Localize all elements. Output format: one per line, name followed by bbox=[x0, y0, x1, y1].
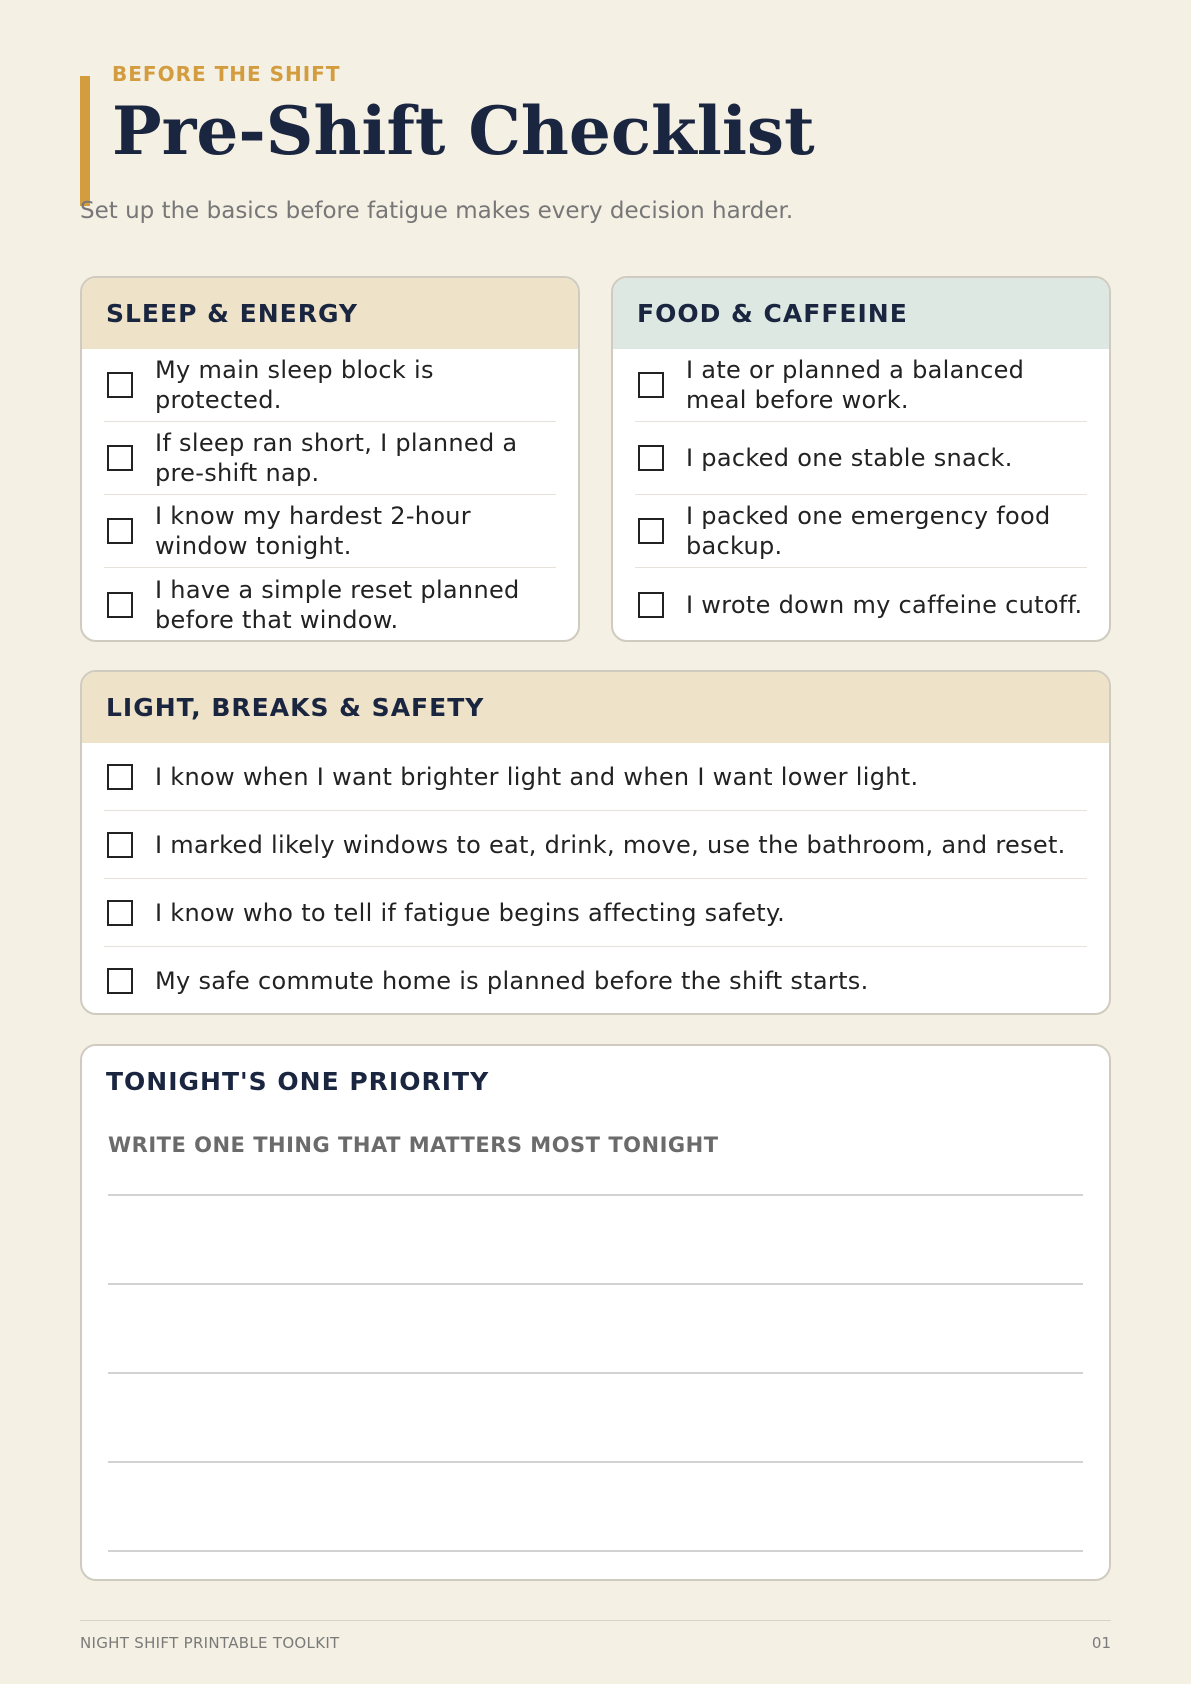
priority-header: TONIGHT'S ONE PRIORITY bbox=[82, 1046, 1109, 1117]
writing-line bbox=[108, 1283, 1083, 1372]
checkbox[interactable] bbox=[107, 832, 133, 858]
checklist-item-text: I wrote down my caffeine cutoff. bbox=[686, 590, 1083, 619]
checkbox[interactable] bbox=[107, 968, 133, 994]
checklist-item-text: I ate or planned a balanced meal before work. bbox=[686, 356, 1025, 414]
checkbox[interactable] bbox=[638, 372, 664, 398]
page-number: 01 bbox=[1091, 1634, 1111, 1652]
writing-line bbox=[108, 1550, 1083, 1552]
checklist-item bbox=[104, 568, 556, 641]
checklist-item bbox=[104, 811, 1087, 879]
sleep-energy-card bbox=[80, 276, 580, 642]
checklist-item bbox=[104, 879, 1087, 947]
checklist-item bbox=[635, 568, 1087, 641]
checklist-item-text: I know who to tell if fatigue begins affecting safety. bbox=[155, 898, 786, 927]
priority-card bbox=[80, 1044, 1111, 1581]
checklist-item bbox=[635, 349, 1087, 422]
food-caffeine-header: FOOD & CAFFEINE bbox=[613, 278, 1109, 349]
checklist-item-text: I know when I want brighter light and when I want lower light. bbox=[155, 762, 919, 791]
checkbox[interactable] bbox=[638, 592, 664, 618]
page-subtitle: Set up the basics before fatigue makes every decision harder. bbox=[80, 198, 794, 224]
checkbox[interactable] bbox=[107, 592, 133, 618]
writing-line bbox=[108, 1461, 1083, 1550]
page-title: Pre-Shift Checklist bbox=[112, 92, 815, 170]
checklist-item-text: I have a simple reset planned before that window. bbox=[155, 575, 520, 634]
checkbox[interactable] bbox=[107, 518, 133, 544]
checklist-item-text: I packed one stable snack. bbox=[686, 444, 1013, 472]
food-caffeine-list bbox=[613, 349, 1109, 641]
checklist-item bbox=[104, 947, 1087, 1015]
checklist-item bbox=[635, 422, 1087, 495]
footer-title: NIGHT SHIFT PRINTABLE TOOLKIT bbox=[80, 1634, 340, 1652]
footer-divider bbox=[80, 1620, 1111, 1621]
checklist-item bbox=[104, 743, 1087, 811]
eyebrow-label: BEFORE THE SHIFT bbox=[112, 62, 341, 86]
checkbox[interactable] bbox=[107, 445, 133, 471]
writing-area[interactable] bbox=[108, 1194, 1083, 1552]
checklist-item bbox=[104, 349, 556, 422]
checklist-item-text: My safe commute home is planned before the shift starts. bbox=[155, 967, 869, 995]
title-accent-bar bbox=[80, 76, 90, 206]
checklist-item bbox=[635, 495, 1087, 568]
priority-prompt: WRITE ONE THING THAT MATTERS MOST TONIGHT bbox=[108, 1133, 719, 1157]
checklist-item-text: I packed one emergency food backup. bbox=[686, 502, 1051, 560]
checkbox[interactable] bbox=[107, 764, 133, 790]
checklist-item-text: I marked likely windows to eat, drink, move, use the bathroom, and reset. bbox=[155, 830, 1066, 859]
checkbox[interactable] bbox=[107, 372, 133, 398]
writing-line bbox=[108, 1194, 1083, 1283]
sleep-energy-list bbox=[82, 349, 578, 641]
checklist-item-text: I know my hardest 2-hour window tonight. bbox=[155, 502, 471, 560]
light-breaks-safety-card bbox=[80, 670, 1111, 1015]
checklist-item-text: If sleep ran short, I planned a pre-shift nap. bbox=[155, 429, 518, 487]
light-breaks-safety-header: LIGHT, BREAKS & SAFETY bbox=[82, 672, 1109, 743]
writing-line bbox=[108, 1372, 1083, 1461]
sleep-energy-header: SLEEP & ENERGY bbox=[82, 278, 578, 349]
checklist-item-text: My main sleep block is protected. bbox=[155, 356, 434, 414]
checkbox[interactable] bbox=[638, 518, 664, 544]
light-breaks-safety-list bbox=[82, 743, 1109, 1015]
checkbox[interactable] bbox=[107, 900, 133, 926]
checklist-item bbox=[104, 422, 556, 495]
food-caffeine-card bbox=[611, 276, 1111, 642]
checkbox[interactable] bbox=[638, 445, 664, 471]
checklist-item bbox=[104, 495, 556, 568]
